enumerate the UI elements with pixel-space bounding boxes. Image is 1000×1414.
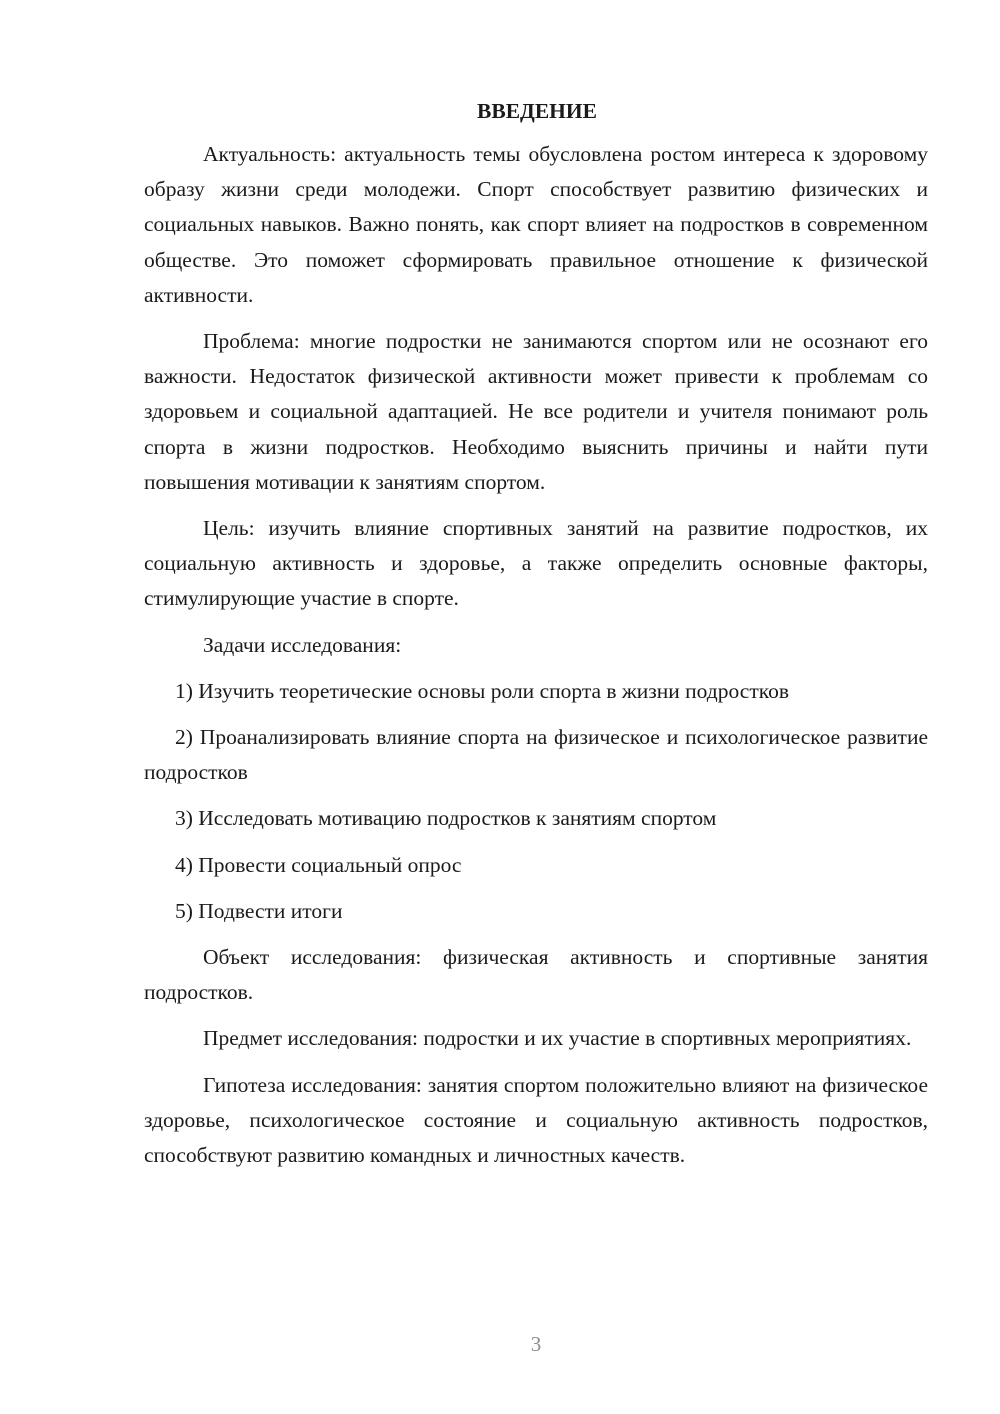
document-page — [144, 96, 928, 1184]
hypothesis-paragraph: Гипотеза исследования: занятия спортом положительно влияют на физическое здоровье, психологическое состояние и социальную активность подростков, способствуют развитию командных и личностных качеств. — [144, 1072, 928, 1168]
section-heading: ВВЕДЕНИЕ — [477, 99, 597, 123]
subject-paragraph: Предмет исследования: подростки и их участие в спортивных мероприятиях. — [203, 1026, 912, 1051]
page-number: 3 — [530, 1332, 542, 1356]
tasks-title: Задачи исследования: — [203, 632, 402, 657]
relevance-paragraph: Актуальность: актуальность темы обусловлена ростом интереса к здоровому образу жизни среди молодежи. Спорт способствует развитию физических и социальных навыков. Важно понять, как спорт влияет на подростков в современном обществе. Это поможет сформировать правильное отношение к физической активности. — [144, 142, 928, 307]
task-item-3: 3) Исследовать мотивацию подростков к занятиям спортом — [175, 806, 717, 831]
task-item-2: 2) Проанализировать влияние спорта на физическое и психологическое развитие подростков — [144, 725, 928, 785]
goal-paragraph: Цель: изучить влияние спортивных занятий на развитие подростков, их социальную активность и здоровье, а также определить основные факторы, стимулирующие участие в спорте. — [144, 516, 928, 611]
task-item-4: 4) Провести социальный опрос — [175, 852, 462, 877]
task-item-5: 5) Подвести итоги — [175, 898, 343, 923]
problem-paragraph: Проблема: многие подростки не занимаются спортом или не осознают его важности. Недостаток физической активности может привести к проблемам со здоровьем и социальной адаптацией. Не все родители и учителя понимают роль спорта в жизни подростков. Необходимо выяснить причины и найти пути повышения мотивации к занятиям спортом. — [144, 329, 928, 494]
task-item-1: 1) Изучить теоретические основы роли спорта в жизни подростков — [175, 678, 789, 703]
object-paragraph: Объект исследования: физическая активность и спортивные занятия подростков. — [144, 945, 928, 1005]
